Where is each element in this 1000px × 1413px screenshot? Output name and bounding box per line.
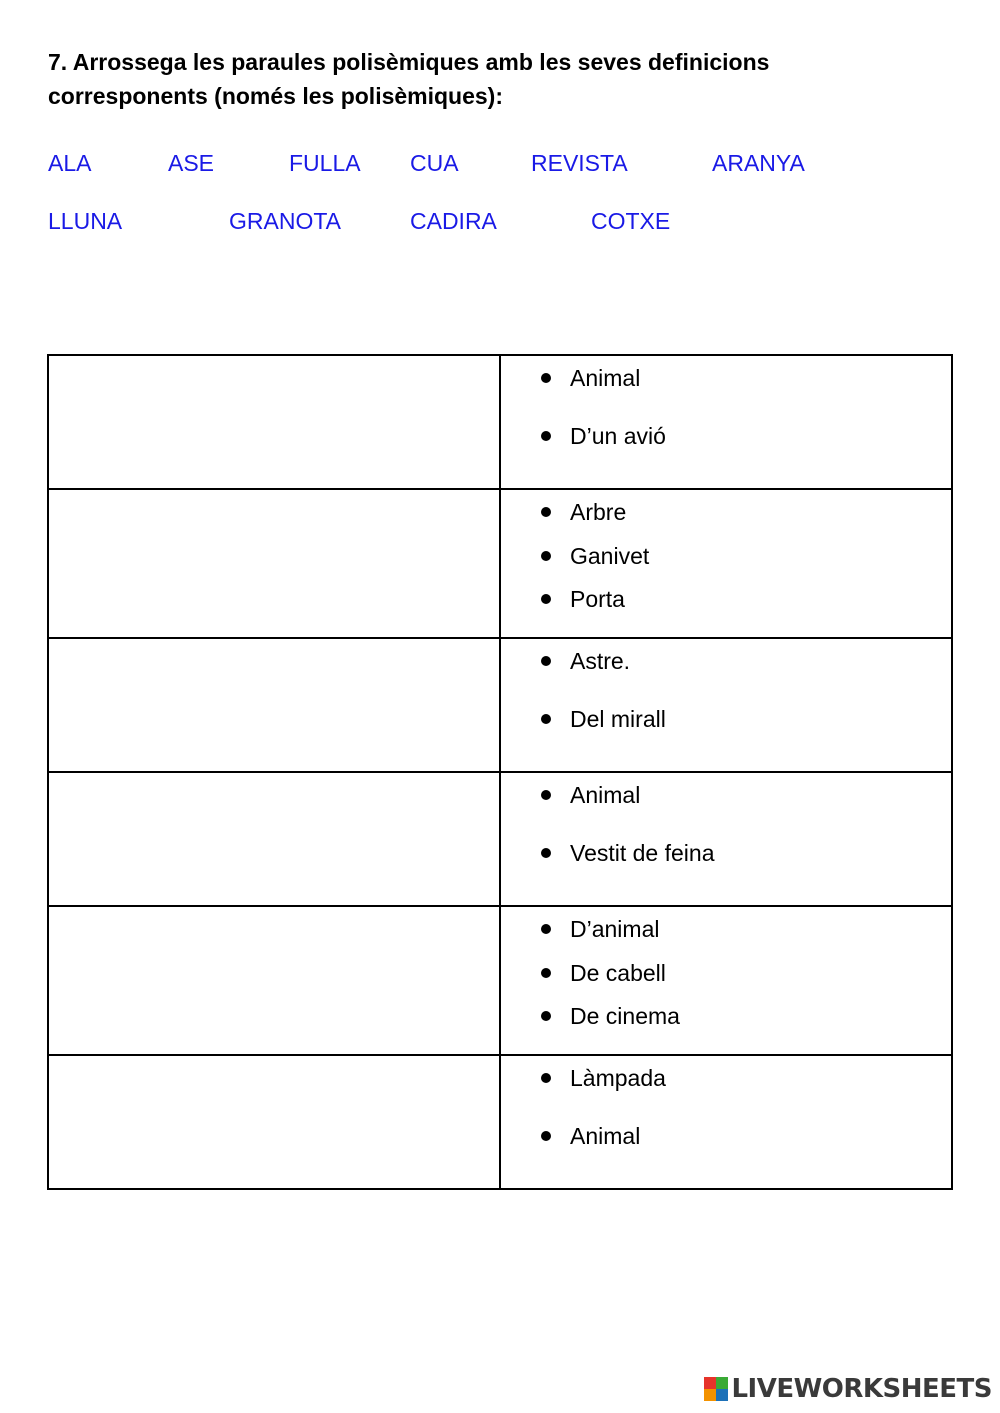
definitions-cell [500,638,952,772]
definition-item: Animal [541,1122,951,1150]
draggable-word-aranya[interactable]: ARANYA [712,150,805,176]
definition-item: Vestit de feina [541,839,951,867]
draggable-word-granota[interactable]: GRANOTA [229,208,342,234]
draggable-word-cua[interactable]: CUA [410,150,459,176]
liveworksheets-logo-icon [704,1377,728,1401]
definition-item: D’un avió [541,422,951,450]
definitions-cell [500,355,952,489]
table-row [48,772,952,906]
definition-item: De cabell [541,959,951,987]
answer-drop-zone-2[interactable] [48,489,500,638]
table-row [48,906,952,1055]
definition-item: Astre. [541,647,951,675]
table-row [48,489,952,638]
definitions-cell [500,906,952,1055]
definition-item: Ganivet [541,542,951,570]
answer-drop-zone-3[interactable] [48,638,500,772]
definition-item: D’animal [541,915,951,943]
draggable-word-fulla[interactable]: FULLA [289,150,361,176]
draggable-word-lluna[interactable]: LLUNA [48,208,123,234]
answer-drop-zone-4[interactable] [48,772,500,906]
table-row [48,1055,952,1189]
definition-item: Arbre [541,498,951,526]
liveworksheets-logo [704,1369,992,1409]
definition-item: Del mirall [541,705,951,733]
draggable-word-cadira[interactable]: CADIRA [410,208,497,234]
definitions-cell [500,1055,952,1189]
answer-drop-zone-5[interactable] [48,906,500,1055]
answer-drop-zone-6[interactable] [48,1055,500,1189]
definitions-cell [500,772,952,906]
answer-drop-zone-1[interactable] [48,355,500,489]
draggable-word-ase[interactable]: ASE [168,150,215,176]
table-row [48,355,952,489]
definition-item: Làmpada [541,1064,951,1092]
table-row [48,638,952,772]
definition-item: De cinema [541,1002,951,1030]
definitions-cell [500,489,952,638]
definition-item: Animal [541,364,951,392]
draggable-word-cotxe[interactable]: COTXE [591,208,671,234]
brand-name: LIVEWORKSHEETS [731,1374,992,1404]
draggable-word-ala[interactable]: ALA [48,150,92,176]
draggable-word-revista[interactable]: REVISTA [531,150,628,176]
definition-item: Porta [541,585,951,613]
matching-table [47,354,953,1190]
exercise-instruction: 7. Arrossega les paraules polisèmiques amb les seves definicions corresponents (només les polisèmiques): [48,49,770,109]
definition-item: Animal [541,781,951,809]
